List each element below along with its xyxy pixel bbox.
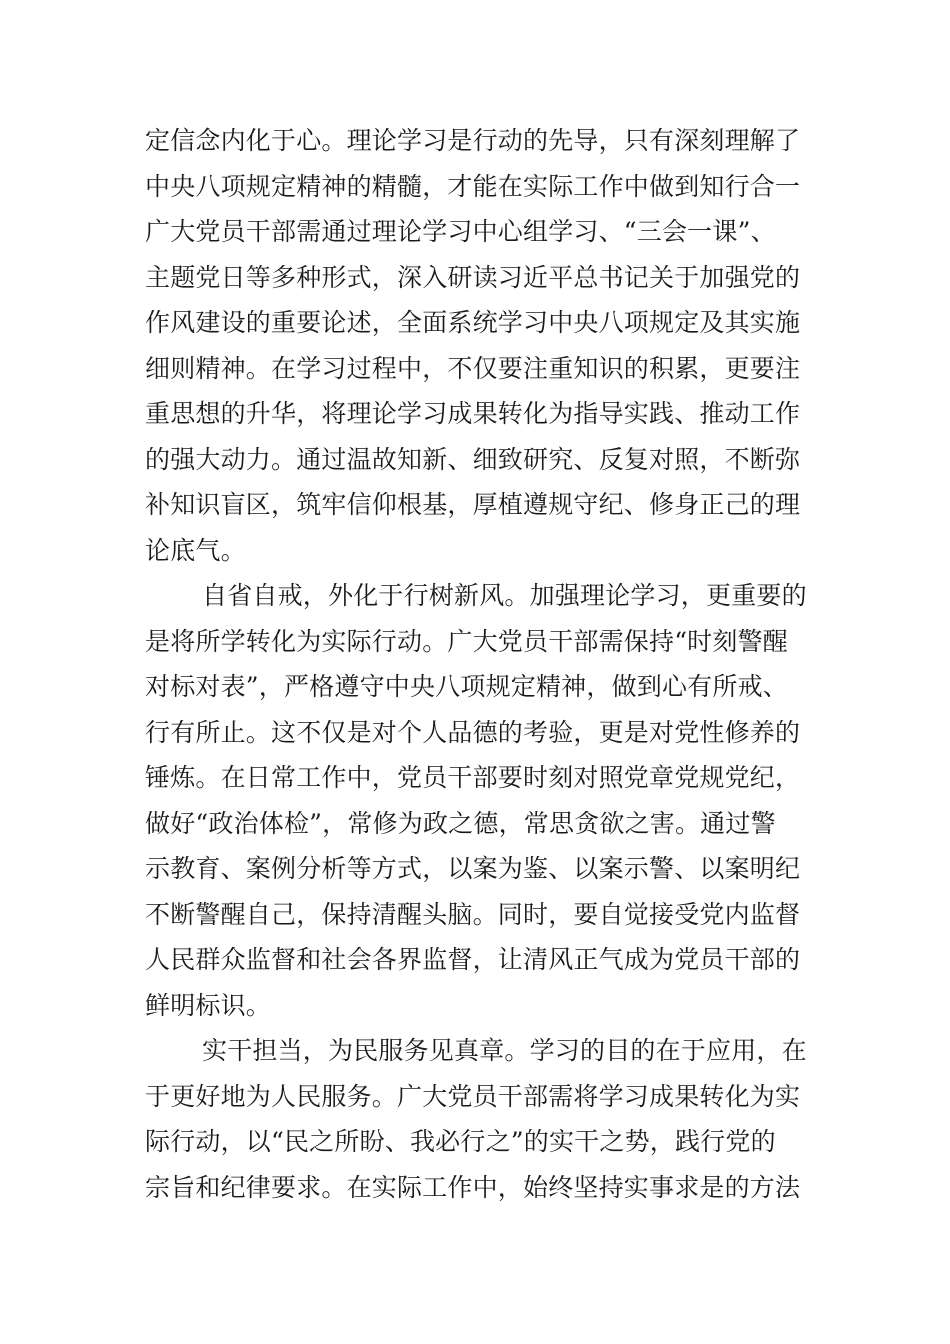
text-line: 锤炼。在日常工作中，党员干部要时刻对照党章党规党纪， [145,763,801,792]
text-line: 论底气。 [145,535,246,565]
text-line: 中央八项规定精神的精髓，才能在实际工作中做到知行合一 [145,171,801,201]
text-line: 是将所学转化为实际行动。广大党员干部需保持“时刻警醒 [145,626,788,656]
text-line: 细则精神。在学习过程中，不仅要注重知识的积累，更要注 [145,353,801,383]
text-line: 的强大动力。通过温故知新、细致研究、反复对照，不断弥 [145,444,801,474]
text-line: 不断警醒自己，保持清醒头脑。同时，要自觉接受党内监督 [145,899,801,929]
text-line: 于更好地为人民服务。广大党员干部需将学习成果转化为实 [145,1081,801,1111]
text-line: 广大党员干部需通过理论学习中心组学习、“三会一课”、 [145,217,776,246]
text-line: 鲜明标识。 [145,990,272,1020]
text-line: 补知识盲区，筑牢信仰根基，厚植遵规守纪、修身正己的理 [145,490,801,519]
text-line: 做好“政治体检”，常修为政之德，常思贪欲之害。通过警 [145,808,776,838]
document-body [145,118,815,1210]
text-line: 主题党日等多种形式，深入研读习近平总书记关于加强党的 [145,262,801,292]
text-line: 作风建设的重要论述，全面系统学习中央八项规定及其实施 [145,308,801,337]
text-line: 定信念内化于心。理论学习是行动的先导，只有深刻理解了 [145,126,801,155]
text-line: 实干担当，为民服务见真章。学习的目的在于应用，在 [202,1036,807,1065]
text-line: 际行动，以“民之所盼、我必行之”的实干之势，践行党的 [145,1127,776,1156]
text-line: 人民群众监督和社会各界监督，让清风正气成为党员干部的 [145,945,801,974]
text-line: 行有所止。这不仅是对个人品德的考验，更是对党性修养的 [145,717,801,747]
text-line: 示教育、案例分析等方式，以案为鉴、以案示警、以案明纪 [145,854,801,883]
text-line: 自省自戒，外化于行树新风。加强理论学习，更重要的 [202,581,807,610]
text-line: 对标对表”，严格遵守中央八项规定精神，做到心有所戒、 [145,672,788,701]
text-line: 重思想的升华，将理论学习成果转化为指导实践、推动工作 [145,399,801,428]
text-line: 宗旨和纪律要求。在实际工作中，始终坚持实事求是的方法 [145,1172,801,1202]
